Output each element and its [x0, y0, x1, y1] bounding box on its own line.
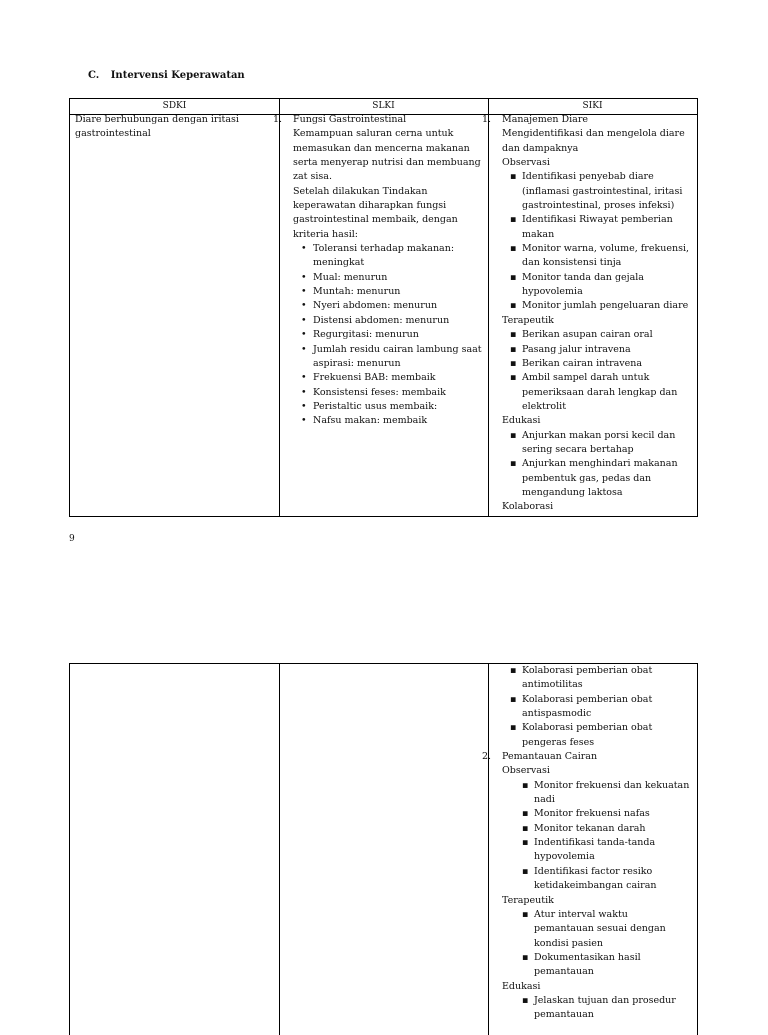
line-text: kriteria hasil: — [293, 228, 358, 240]
line-text: Nyeri abdomen: menurun — [313, 300, 438, 312]
bullet-icon: ▪ — [510, 722, 517, 734]
bullet-icon: • — [301, 329, 307, 341]
column-divider — [279, 99, 280, 516]
section-heading-title: Intervensi Keperawatan — [110, 70, 245, 81]
section-heading-label: C. — [88, 70, 100, 81]
bullet-icon: • — [301, 271, 307, 283]
line-text: zat sisa. — [293, 171, 332, 183]
bullet-icon: ▪ — [522, 951, 529, 963]
line-text: Kolaborasi pemberian obat — [522, 665, 653, 676]
line-text: Regurgitasi: menurun — [313, 329, 419, 341]
line-text: Manajemen Diare — [502, 114, 588, 125]
list-number: 2. — [482, 751, 492, 763]
line-text: keperawatan diharapkan fungsi — [293, 200, 447, 212]
line-text: Monitor tekanan darah — [534, 822, 646, 834]
line-text: Monitor warna, volume, frekuensi, — [522, 243, 690, 255]
bullet-icon: ▪ — [510, 329, 517, 341]
line-text: pemantauan — [534, 966, 594, 978]
line-text: ketidakeimbangan cairan — [534, 880, 657, 892]
line-text: Monitor frekuensi nafas — [534, 808, 650, 820]
line-text: pemeriksaan darah lengkap dan — [522, 386, 678, 398]
line-text: pengeras feses — [522, 736, 595, 748]
line-text: Monitor tanda dan gejala — [522, 271, 644, 283]
line-text: Fungsi Gastrointestinal — [293, 114, 407, 125]
bullet-icon: ▪ — [522, 865, 529, 877]
line-text: nadi — [534, 794, 555, 806]
line-text: Pasang jalur intravena — [522, 343, 631, 355]
line-text: kondisi pasien — [534, 937, 604, 949]
line-text: Jelaskan tujuan dan prosedur — [534, 994, 676, 1006]
line-text: Kolaborasi pemberian obat — [522, 722, 653, 734]
line-text: meningkat — [313, 257, 365, 269]
bullet-icon: • — [301, 343, 307, 355]
line-text: mengandung laktosa — [522, 486, 623, 498]
section-heading — [88, 70, 245, 81]
line-text: Monitor jumlah pengeluaran diare — [522, 300, 689, 312]
line-text: dan dampaknya — [502, 142, 579, 154]
line-text: makan — [522, 228, 555, 240]
line-text: Terapeutik — [502, 894, 554, 906]
bullet-icon: ▪ — [510, 243, 517, 255]
page-number: 9 — [69, 534, 75, 544]
line-text: pembentuk gas, pedas dan — [522, 472, 652, 484]
line-text: Frekuensi BAB: membaik — [313, 372, 436, 384]
list-number: 1. — [482, 114, 492, 125]
line-text: Pemantauan Cairan — [502, 751, 598, 763]
line-text: elektrolit — [522, 400, 567, 412]
bullet-icon: ▪ — [510, 665, 517, 676]
line-text: Jumlah residu cairan lambung saat — [313, 343, 482, 355]
line-text: memasukan dan mencerna makanan — [293, 142, 470, 154]
header-sdki: SDKI — [162, 101, 187, 111]
line-text: (inflamasi gastrointestinal, iritasi — [522, 185, 683, 197]
bullet-icon: ▪ — [510, 372, 517, 384]
line-text: serta menyerap nutrisi dan membuang — [293, 157, 481, 169]
list-number: 1. — [273, 114, 283, 125]
line-text: Diare berhubungan dengan iritasi — [75, 114, 239, 125]
bullet-icon: ▪ — [510, 171, 517, 183]
column-divider — [279, 664, 280, 1035]
bullet-icon: • — [301, 314, 307, 326]
bullet-icon: • — [301, 386, 307, 398]
bullet-icon: ▪ — [522, 779, 529, 791]
line-text: Anjurkan menghindari makanan — [522, 458, 678, 470]
line-text: Monitor frekuensi dan kekuatan — [534, 779, 690, 791]
line-text: Setelah dilakukan Tindakan — [293, 185, 428, 197]
line-text: Observasi — [502, 765, 550, 777]
line-text: Atur interval waktu — [534, 908, 628, 920]
line-text: Observasi — [502, 157, 550, 169]
bullet-icon: ▪ — [522, 822, 529, 834]
bullet-icon: • — [301, 372, 307, 384]
intervention-table-page-2 — [69, 663, 698, 1035]
line-text: Mual: menurun — [313, 271, 388, 283]
line-text: Indentifikasi tanda-tanda — [534, 837, 656, 849]
line-text: antispasmodic — [522, 708, 592, 720]
line-text: aspirasi: menurun — [313, 357, 401, 369]
line-text: pemantauan sesuai dengan — [534, 923, 666, 935]
line-text: antimotilitas — [522, 679, 583, 691]
line-text: Mengidentifikasi dan mengelola diare — [502, 128, 685, 140]
bullet-icon: ▪ — [522, 994, 529, 1006]
column-divider — [488, 664, 489, 1035]
line-text: Kolaborasi — [502, 501, 554, 513]
line-text: hypovolemia — [534, 851, 595, 863]
intervention-table-page-1 — [69, 98, 698, 517]
line-text: dan konsistensi tinja — [522, 257, 622, 269]
bullet-icon: ▪ — [522, 837, 529, 849]
line-text: sering secara bertahap — [522, 443, 634, 455]
bullet-icon: ▪ — [510, 214, 517, 226]
bullet-icon: ▪ — [522, 908, 529, 920]
line-text: Ambil sampel darah untuk — [522, 372, 650, 384]
header-slki: SLKI — [372, 101, 395, 111]
line-text: Identifikasi Riwayat pemberian — [522, 214, 673, 226]
line-text: Peristaltic usus membaik: — [313, 400, 438, 412]
line-text: Berikan cairan intravena — [522, 357, 643, 369]
bullet-icon: ▪ — [510, 300, 517, 312]
line-text: pemantauan — [534, 1009, 594, 1021]
bullet-icon: • — [301, 286, 307, 298]
line-text: Anjurkan makan porsi kecil dan — [522, 429, 676, 441]
line-text: Konsistensi feses: membaik — [313, 386, 446, 398]
line-text: Muntah: menurun — [313, 286, 401, 298]
line-text: Edukasi — [502, 415, 541, 427]
bullet-icon: • — [301, 243, 307, 255]
line-text: Berikan asupan cairan oral — [522, 329, 653, 341]
line-text: Kolaborasi pemberian obat — [522, 693, 653, 705]
line-text: hypovolemia — [522, 286, 583, 298]
line-text: gastrointestinal, proses infeksi) — [522, 200, 675, 212]
bullet-icon: ▪ — [510, 271, 517, 283]
line-text: Distensi abdomen: menurun — [313, 314, 450, 326]
bullet-icon: ▪ — [510, 429, 517, 441]
column-divider — [488, 99, 489, 516]
line-text: Terapeutik — [502, 314, 554, 326]
bullet-icon: ▪ — [510, 343, 517, 355]
line-text: Identifikasi penyebab diare — [522, 171, 654, 183]
line-text: Edukasi — [502, 980, 541, 992]
header-siki: SIKI — [582, 101, 603, 111]
line-text: Toleransi terhadap makanan: — [313, 243, 455, 255]
bullet-icon: ▪ — [510, 357, 517, 369]
bullet-icon: ▪ — [522, 808, 529, 820]
bullet-icon: • — [301, 415, 307, 427]
line-text: Nafsu makan: membaik — [313, 415, 428, 427]
bullet-icon: • — [301, 400, 307, 412]
line-text: gastrointestinal — [75, 128, 151, 140]
line-text: Dokumentasikan hasil — [534, 951, 641, 963]
line-text: Kemampuan saluran cerna untuk — [293, 128, 454, 140]
line-text: Identifikasi factor resiko — [534, 865, 653, 877]
bullet-icon: ▪ — [510, 693, 517, 705]
bullet-icon: ▪ — [510, 458, 517, 470]
bullet-icon: • — [301, 300, 307, 312]
line-text: gastrointestinal membaik, dengan — [293, 214, 458, 226]
